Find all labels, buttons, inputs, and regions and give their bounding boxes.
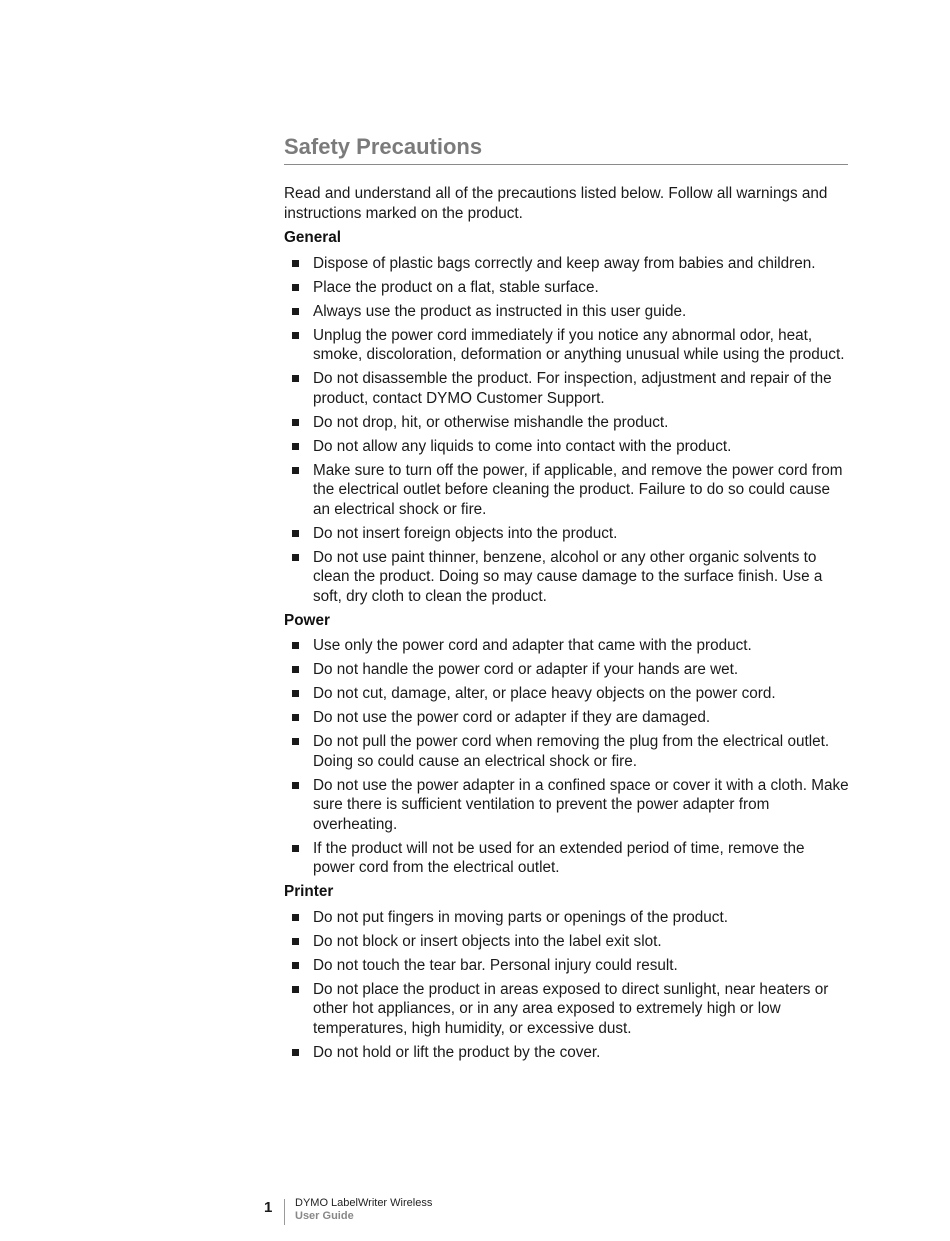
footer-doc-type: User Guide <box>295 1210 354 1222</box>
square-bullet-icon <box>292 554 299 561</box>
list-item <box>284 636 850 656</box>
list-item <box>284 932 850 952</box>
square-bullet-icon <box>292 666 299 673</box>
square-bullet-icon <box>292 260 299 267</box>
intro-paragraph: Read and understand all of the precautions listed below. Follow all warnings and instructions marked on the product. <box>284 185 828 222</box>
square-bullet-icon <box>292 938 299 945</box>
square-bullet-icon <box>292 738 299 745</box>
list-item <box>284 302 850 322</box>
list-item-text: Do not handle the power cord or adapter if your hands are wet. <box>313 661 739 678</box>
list-item-text: Do not pull the power cord when removing the plug from the electrical outlet. Doing so could cause an electrical shock or fire. <box>313 733 830 770</box>
footer-product-name: DYMO LabelWriter Wireless <box>295 1197 433 1209</box>
list-item-text: Do not insert foreign objects into the product. <box>313 524 618 542</box>
square-bullet-icon <box>292 467 299 474</box>
page-title: Safety Precautions <box>284 133 848 165</box>
list-item-text: Do not use paint thinner, benzene, alcohol or any other organic solvents to clean the product. Doing so may cause damage to the surface finish. Use a soft, dry cloth to clean the product. <box>313 548 823 605</box>
list-item <box>284 839 850 878</box>
list-item <box>284 708 850 728</box>
bullet-list-printer <box>284 908 850 1063</box>
footer-doc-info <box>295 1197 432 1223</box>
square-bullet-icon <box>292 782 299 789</box>
list-item-text: Do not use the power cord or adapter if they are damaged. <box>313 709 711 726</box>
square-bullet-icon <box>292 962 299 969</box>
list-item-text: Place the product on a flat, stable surface. <box>313 278 599 296</box>
square-bullet-icon <box>292 914 299 921</box>
list-item <box>284 437 850 457</box>
list-item <box>284 776 850 835</box>
list-item-text: Always use the product as instructed in this user guide. <box>313 302 687 320</box>
bullet-list-general <box>284 254 850 607</box>
list-item-text: Do not place the product in areas exposed to direct sunlight, near heaters or other hot appliances, or in any area exposed to extremely high or low temperatures, high humidity, or excessive dust. <box>313 980 829 1037</box>
section-heading-printer: Printer <box>284 883 334 900</box>
list-item <box>284 524 850 544</box>
square-bullet-icon <box>292 375 299 382</box>
section-heading-power: Power <box>284 611 330 629</box>
square-bullet-icon <box>292 690 299 697</box>
list-item <box>284 908 850 928</box>
list-item <box>284 326 850 365</box>
square-bullet-icon <box>292 284 299 291</box>
safety-content <box>284 184 850 1067</box>
page-number: 1 <box>264 1199 273 1216</box>
list-item-text: Do not block or insert objects into the label exit slot. <box>313 932 662 950</box>
list-item-text: Do not allow any liquids to come into contact with the product. <box>313 437 732 455</box>
list-item <box>284 548 850 607</box>
list-item <box>284 369 850 408</box>
list-item <box>284 254 850 274</box>
square-bullet-icon <box>292 332 299 339</box>
list-item <box>284 980 850 1039</box>
list-item-text: Do not cut, damage, alter, or place heavy objects on the power cord. <box>313 685 776 702</box>
list-item <box>284 956 850 976</box>
list-item-text: Use only the power cord and adapter that came with the product. <box>313 637 752 654</box>
square-bullet-icon <box>292 1049 299 1056</box>
list-item-text: Do not touch the tear bar. Personal injury could result. <box>313 956 678 974</box>
square-bullet-icon <box>292 443 299 450</box>
square-bullet-icon <box>292 419 299 426</box>
list-item-text: Do not disassemble the product. For inspection, adjustment and repair of the product, contact DYMO Customer Support. <box>313 370 832 407</box>
list-item-text: Do not put fingers in moving parts or openings of the product. <box>313 908 728 926</box>
list-item-text: Do not drop, hit, or otherwise mishandle the product. <box>313 413 669 431</box>
square-bullet-icon <box>292 642 299 649</box>
bullet-list-power <box>284 636 850 878</box>
list-item-text: Do not hold or lift the product by the cover. <box>313 1043 601 1061</box>
list-item <box>284 413 850 433</box>
square-bullet-icon <box>292 845 299 852</box>
list-item <box>284 684 850 704</box>
page-footer <box>264 1197 432 1227</box>
list-item-text: Make sure to turn off the power, if applicable, and remove the power cord from the electrical outlet before cleaning the product. Failure to do so could cause an electrical shock or fire. <box>313 461 843 518</box>
list-item-text: If the product will not be used for an extended period of time, remove the power cord from the electrical outlet. <box>313 839 805 876</box>
list-item-text: Unplug the power cord immediately if you notice any abnormal odor, heat, smoke, discoloration, deformation or anything unusual while using the product. <box>313 326 845 363</box>
square-bullet-icon <box>292 530 299 537</box>
square-bullet-icon <box>292 714 299 721</box>
square-bullet-icon <box>292 308 299 315</box>
list-item-text: Do not use the power adapter in a confined space or cover it with a cloth. Make sure there is sufficient ventilation to prevent the power adapter from overheating. <box>313 776 849 833</box>
list-item <box>284 1043 850 1063</box>
list-item <box>284 732 850 771</box>
square-bullet-icon <box>292 986 299 993</box>
list-item <box>284 461 850 520</box>
list-item <box>284 660 850 680</box>
sections-container <box>284 228 850 1062</box>
list-item <box>284 278 850 298</box>
footer-divider <box>284 1199 285 1225</box>
section-heading-general: General <box>284 229 341 246</box>
list-item-text: Dispose of plastic bags correctly and keep away from babies and children. <box>313 254 816 272</box>
